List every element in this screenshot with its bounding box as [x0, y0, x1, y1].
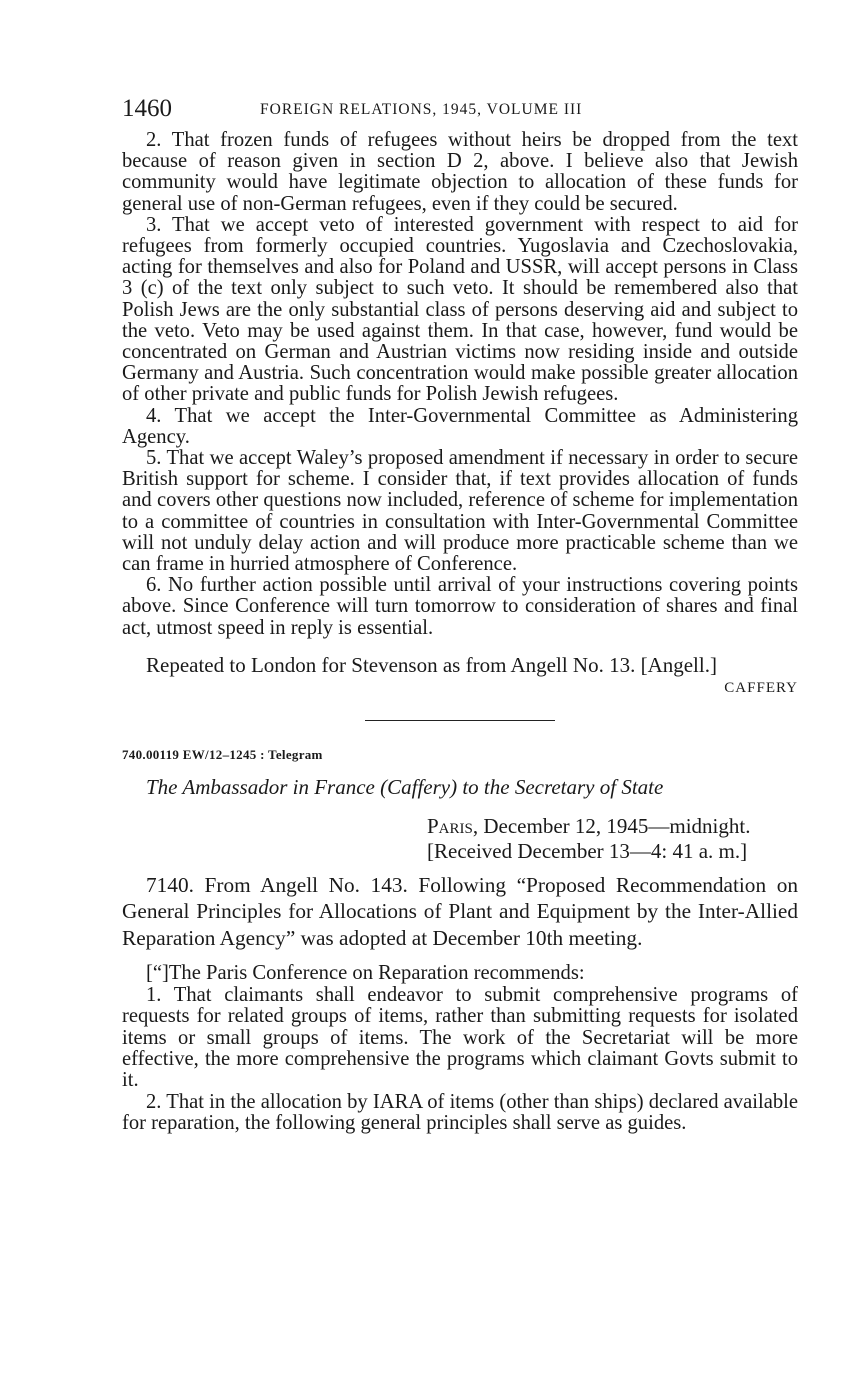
quote-intro: [“]The Paris Conference on Reparation recommends:: [146, 962, 585, 985]
recommendations-quote: [122, 963, 798, 1134]
running-header: [122, 92, 798, 126]
file-reference: 740.00119 EW/12–1245 : Telegram: [122, 746, 323, 762]
signature: CAFFERY: [724, 679, 798, 696]
paragraph-5: 5. That we accept Waley’s proposed amendment if necessary in order to secure British support for scheme. I consider that, if text provides allocation of funds and covers other questions now included, reference of scheme for implementation to a committee of countries in consultation with Inter-Governmental Committee will not unduly delay action and will produce more practicable scheme than we can frame in hurried atmosphere of Conference.: [122, 447, 798, 576]
running-title: FOREIGN RELATIONS, 1945, VOLUME III: [260, 101, 583, 118]
document-page: [122, 92, 798, 1135]
repeated-note: Repeated to London for Stevenson as from Angell No. 13. [Angell.]: [146, 652, 717, 677]
paragraph-6: 6. No further action possible until arrival of your instructions covering points above. Since Conference will turn tomorrow to consideration of shares and final act, utmost speed in reply is essential.: [122, 574, 798, 639]
dateline: [122, 814, 798, 864]
paragraph-3: 3. That we accept veto of interested government with respect to aid for refugees from formerly occupied countries. Yugoslavia and Czechoslovakia, acting for themselves and also for Poland and USSR, will accept persons in Class 3 (c) of the text only subject to such veto. It should be remembered also that Polish Jews are the only substantial class of persons deserving aid and subject to the veto. Veto may be used against them. In that case, however, fund would be concentrated on German and Austrian victims now residing inside and outside Germany and Austria. Such concentration would make possible greater allocation of other private and public funds for Polish Jewish refugees.: [122, 213, 798, 406]
dateline-place: Paris,: [427, 813, 479, 838]
paragraph-2: 2. That frozen funds of refugees without heirs be dropped from the text because of reason given in section D 2, above. I believe also that Jewish community would have legitimate objection to allocation of these funds for general use of non-German refugees, even if they could be secured.: [122, 129, 798, 215]
page-number: 1460: [122, 95, 172, 122]
paragraph-4: 4. That we accept the Inter-Governmental Committee as Administering Agency.: [122, 404, 798, 448]
quote-item-1: 1. That claimants shall endeavor to submit comprehensive programs of requests for related groups of items, rather than submitting requests for isolated items or small groups of items. The work of the Secretariat will be more effective, the more comprehensive the programs which claimant Govts submit to it.: [122, 983, 798, 1092]
dateline-date: December 12, 1945—midnight.: [483, 813, 751, 838]
quote-item-2: 2. That in the allocation by IARA of items (other than ships) declared available for reparation, the following general principles shall serve as guides.: [122, 1090, 798, 1135]
previous-telegram-body: [122, 130, 798, 639]
message-opening: 7140. From Angell No. 143. Following “Proposed Recommendation on General Principles for Allocations of Plant and Equipment by the Inter-Allied Reparation Agency” was adopted at December 10th meeting.: [122, 872, 798, 950]
document-title: The Ambassador in France (Caffery) to the Secretary of State: [146, 774, 664, 799]
section-divider: [365, 720, 555, 721]
received-line: [Received December 13—4: 41 a. m.]: [427, 838, 748, 863]
